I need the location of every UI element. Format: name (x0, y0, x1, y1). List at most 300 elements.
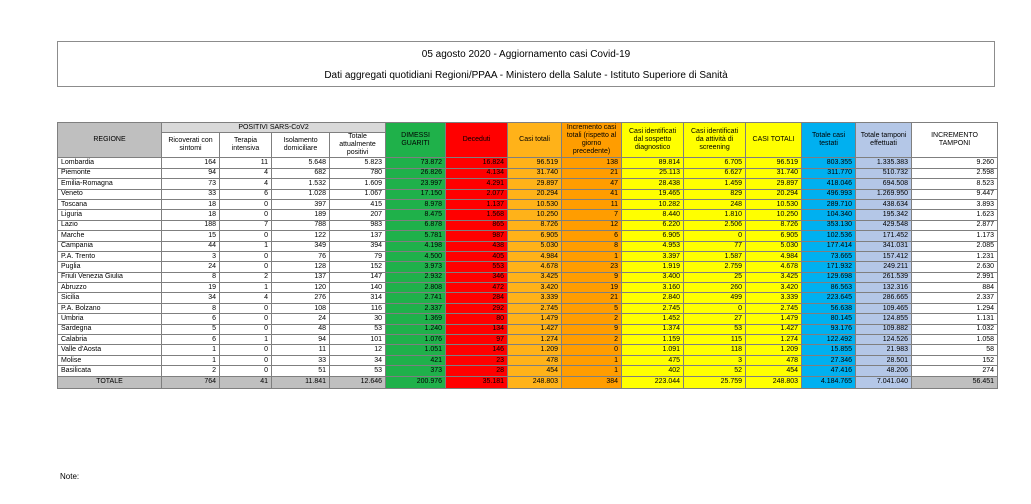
value-cell: 1 (562, 355, 622, 365)
header-isolamento: Isolamento domiciliare (272, 133, 330, 158)
value-cell: 12 (562, 220, 622, 230)
value-cell: 1.274 (508, 335, 562, 345)
value-cell: 31.740 (508, 168, 562, 178)
value-cell: 27.346 (802, 355, 856, 365)
page-title: 05 agosto 2020 - Aggiornamento casi Covid-19 (421, 49, 631, 60)
value-cell: 7.041.040 (856, 376, 912, 388)
value-cell: 1.173 (912, 231, 998, 241)
value-cell: 478 (746, 355, 802, 365)
value-cell: 152 (330, 262, 386, 272)
value-cell: 73.665 (802, 251, 856, 261)
value-cell: 284 (446, 293, 508, 303)
value-cell: 3.420 (746, 283, 802, 293)
value-cell: 475 (622, 355, 684, 365)
value-cell: 496.993 (802, 189, 856, 199)
page-subtitle: Dati aggregati quotidiani Regioni/PPAA - Ministero della Salute - Istituto Superiore di Sanità (324, 70, 728, 81)
value-cell: 11 (272, 345, 330, 355)
value-cell: 8.726 (508, 220, 562, 230)
region-cell: P.A. Trento (58, 251, 162, 261)
header-regione: REGIONE (58, 123, 162, 158)
value-cell: 73 (162, 179, 220, 189)
value-cell: 682 (272, 168, 330, 178)
region-cell: P.A. Bolzano (58, 303, 162, 313)
value-cell: 8.726 (746, 220, 802, 230)
value-cell: 140 (330, 283, 386, 293)
value-cell: 788 (272, 220, 330, 230)
value-cell: 373 (386, 366, 446, 376)
value-cell: 780 (330, 168, 386, 178)
value-cell: 129.698 (802, 272, 856, 282)
region-cell: TOTALE (58, 376, 162, 388)
value-cell: 11.841 (272, 376, 330, 388)
table-row (58, 355, 998, 365)
value-cell: 41 (562, 189, 622, 199)
value-cell: 12 (330, 345, 386, 355)
value-cell: 1.076 (386, 335, 446, 345)
value-cell: 5.648 (272, 158, 330, 168)
value-cell: 0 (220, 303, 272, 313)
header-ricoverati: Ricoverati con sintomi (162, 133, 220, 158)
value-cell: 147 (330, 272, 386, 282)
value-cell: 146 (446, 345, 508, 355)
header-casi-screening: Casi identificati da attività di screening (684, 123, 746, 158)
value-cell: 207 (330, 210, 386, 220)
value-cell: 472 (446, 283, 508, 293)
value-cell: 53 (330, 366, 386, 376)
value-cell: 0 (220, 251, 272, 261)
value-cell: 1.032 (912, 324, 998, 334)
value-cell: 341.031 (856, 241, 912, 251)
value-cell: 2.808 (386, 283, 446, 293)
value-cell: 109.465 (856, 303, 912, 313)
value-cell: 1.091 (622, 345, 684, 355)
value-cell: 118 (684, 345, 746, 355)
value-cell: 6 (162, 335, 220, 345)
value-cell: 29.897 (746, 179, 802, 189)
value-cell: 2.877 (912, 220, 998, 230)
value-cell: 865 (446, 220, 508, 230)
value-cell: 30 (330, 314, 386, 324)
value-cell: 96.519 (746, 158, 802, 168)
value-cell: 9.260 (912, 158, 998, 168)
value-cell: 21.983 (856, 345, 912, 355)
value-cell: 3.420 (508, 283, 562, 293)
value-cell: 122 (272, 231, 330, 241)
value-cell: 177.414 (802, 241, 856, 251)
value-cell: 171.932 (802, 262, 856, 272)
value-cell: 803.355 (802, 158, 856, 168)
value-cell: 1.159 (622, 335, 684, 345)
value-cell: 24 (162, 262, 220, 272)
value-cell: 6 (220, 189, 272, 199)
value-cell: 1.294 (912, 303, 998, 313)
value-cell: 2 (562, 335, 622, 345)
value-cell: 2.759 (684, 262, 746, 272)
value-cell: 35.181 (446, 376, 508, 388)
value-cell: 188 (162, 220, 220, 230)
value-cell: 1 (220, 335, 272, 345)
value-cell: 6.705 (684, 158, 746, 168)
value-cell: 1.452 (622, 314, 684, 324)
value-cell: 5.781 (386, 231, 446, 241)
region-cell: Puglia (58, 262, 162, 272)
value-cell: 6.627 (684, 168, 746, 178)
value-cell: 5.823 (330, 158, 386, 168)
value-cell: 421 (386, 355, 446, 365)
value-cell: 17.150 (386, 189, 446, 199)
value-cell: 289.710 (802, 199, 856, 209)
value-cell: 3.425 (508, 272, 562, 282)
header-casi-totali-caps: CASI TOTALI (746, 123, 802, 158)
table-row (58, 272, 998, 282)
value-cell: 4.198 (386, 241, 446, 251)
value-cell: 510.732 (856, 168, 912, 178)
value-cell: 10.250 (746, 210, 802, 220)
value-cell: 20.294 (508, 189, 562, 199)
value-cell: 1 (562, 251, 622, 261)
value-cell: 200.976 (386, 376, 446, 388)
value-cell: 47.416 (802, 366, 856, 376)
header-incremento: Incremento casi totali (rispetto al giorno precedente) (562, 123, 622, 158)
header-tamponi: Totale tamponi effettuati (856, 123, 912, 158)
header-dimessi: DIMESSI GUARITI (386, 123, 446, 158)
value-cell: 405 (446, 251, 508, 261)
value-cell: 80 (446, 314, 508, 324)
value-cell: 89.814 (622, 158, 684, 168)
value-cell: 128 (272, 262, 330, 272)
header-casi-testati: Totale casi testati (802, 123, 856, 158)
value-cell: 3.339 (508, 293, 562, 303)
value-cell: 86.563 (802, 283, 856, 293)
region-cell: Abruzzo (58, 283, 162, 293)
value-cell: 1.479 (746, 314, 802, 324)
value-cell: 884 (912, 283, 998, 293)
region-cell: Molise (58, 355, 162, 365)
value-cell: 1.028 (272, 189, 330, 199)
region-cell: Umbria (58, 314, 162, 324)
table-row (58, 210, 998, 220)
value-cell: 8 (162, 303, 220, 313)
value-cell: 6 (162, 314, 220, 324)
value-cell: 1.459 (684, 179, 746, 189)
value-cell: 0 (684, 231, 746, 241)
region-cell: Friuli Venezia Giulia (58, 272, 162, 282)
value-cell: 249.211 (856, 262, 912, 272)
value-cell: 6.905 (746, 231, 802, 241)
value-cell: 52 (684, 366, 746, 376)
value-cell: 7 (562, 210, 622, 220)
value-cell: 429.548 (856, 220, 912, 230)
value-cell: 16.824 (446, 158, 508, 168)
value-cell: 116 (330, 303, 386, 313)
value-cell: 248.803 (508, 376, 562, 388)
value-cell: 2.630 (912, 262, 998, 272)
header-incremento-tamponi: INCREMENTO TAMPONI (912, 123, 998, 158)
region-cell: Basilicata (58, 366, 162, 376)
region-cell: Emilia-Romagna (58, 179, 162, 189)
value-cell: 4.984 (746, 251, 802, 261)
value-cell: 1.532 (272, 179, 330, 189)
value-cell: 8.440 (622, 210, 684, 220)
value-cell: 3.425 (746, 272, 802, 282)
value-cell: 10.250 (508, 210, 562, 220)
value-cell: 418.046 (802, 179, 856, 189)
value-cell: 53 (330, 324, 386, 334)
region-cell: Sardegna (58, 324, 162, 334)
value-cell: 764 (162, 376, 220, 388)
value-cell: 157.412 (856, 251, 912, 261)
value-cell: 1.609 (330, 179, 386, 189)
value-cell: 41 (220, 376, 272, 388)
value-cell: 34 (330, 355, 386, 365)
value-cell: 27 (684, 314, 746, 324)
value-cell: 248.803 (746, 376, 802, 388)
table-row (58, 179, 998, 189)
table-row (58, 324, 998, 334)
value-cell: 397 (272, 199, 330, 209)
value-cell: 58 (912, 345, 998, 355)
value-cell: 97 (446, 335, 508, 345)
value-cell: 6.905 (508, 231, 562, 241)
value-cell: 4 (220, 293, 272, 303)
value-cell: 3 (162, 251, 220, 261)
value-cell: 101 (330, 335, 386, 345)
value-cell: 5 (162, 324, 220, 334)
value-cell: 28.501 (856, 355, 912, 365)
value-cell: 311.770 (802, 168, 856, 178)
table-row (58, 189, 998, 199)
value-cell: 6 (562, 231, 622, 241)
value-cell: 349 (272, 241, 330, 251)
value-cell: 33 (162, 189, 220, 199)
table-row (58, 345, 998, 355)
value-cell: 5.030 (508, 241, 562, 251)
value-cell: 76 (272, 251, 330, 261)
value-cell: 109.882 (856, 324, 912, 334)
value-cell: 15.855 (802, 345, 856, 355)
region-cell: Valle d'Aosta (58, 345, 162, 355)
value-cell: 24 (272, 314, 330, 324)
value-cell: 1 (220, 241, 272, 251)
value-cell: 2.085 (912, 241, 998, 251)
value-cell: 79 (330, 251, 386, 261)
value-cell: 8.523 (912, 179, 998, 189)
value-cell: 1.810 (684, 210, 746, 220)
value-cell: 93.176 (802, 324, 856, 334)
region-cell: Lombardia (58, 158, 162, 168)
value-cell: 10.530 (508, 199, 562, 209)
value-cell: 2.506 (684, 220, 746, 230)
value-cell: 124.526 (856, 335, 912, 345)
value-cell: 438.634 (856, 199, 912, 209)
value-cell: 21 (562, 168, 622, 178)
note-label: Note: (60, 472, 80, 481)
value-cell: 3.339 (746, 293, 802, 303)
value-cell: 6.878 (386, 220, 446, 230)
value-cell: 1.067 (330, 189, 386, 199)
table-row (58, 251, 998, 261)
value-cell: 829 (684, 189, 746, 199)
header-deceduti: Deceduti (446, 123, 508, 158)
value-cell: 454 (746, 366, 802, 376)
value-cell: 34 (162, 293, 220, 303)
value-cell: 189 (272, 210, 330, 220)
value-cell: 115 (684, 335, 746, 345)
value-cell: 384 (562, 376, 622, 388)
value-cell: 2 (562, 314, 622, 324)
value-cell: 1 (562, 366, 622, 376)
value-cell: 2.932 (386, 272, 446, 282)
region-cell: Lazio (58, 220, 162, 230)
value-cell: 402 (622, 366, 684, 376)
header-casi-sospetto: Casi identificati dal sospetto diagnostico (622, 123, 684, 158)
value-cell: 134 (446, 324, 508, 334)
value-cell: 260 (684, 283, 746, 293)
value-cell: 25 (684, 272, 746, 282)
value-cell: 102.536 (802, 231, 856, 241)
value-cell: 6.220 (622, 220, 684, 230)
value-cell: 1.374 (622, 324, 684, 334)
value-cell: 346 (446, 272, 508, 282)
value-cell: 8 (162, 272, 220, 282)
value-cell: 1 (220, 283, 272, 293)
value-cell: 4.984 (508, 251, 562, 261)
region-cell: Campania (58, 241, 162, 251)
value-cell: 1.051 (386, 345, 446, 355)
value-cell: 2 (162, 366, 220, 376)
value-cell: 0 (684, 303, 746, 313)
value-cell: 223.044 (622, 376, 684, 388)
header-casi-totali: Casi totali (508, 123, 562, 158)
table-row (58, 231, 998, 241)
value-cell: 223.645 (802, 293, 856, 303)
value-cell: 28.438 (622, 179, 684, 189)
value-cell: 2 (220, 272, 272, 282)
value-cell: 4.500 (386, 251, 446, 261)
value-cell: 4.678 (508, 262, 562, 272)
value-cell: 0 (220, 262, 272, 272)
value-cell: 3.893 (912, 199, 998, 209)
value-cell: 261.539 (856, 272, 912, 282)
value-cell: 1.427 (746, 324, 802, 334)
value-cell: 1 (162, 355, 220, 365)
value-cell: 21 (562, 293, 622, 303)
value-cell: 25.113 (622, 168, 684, 178)
value-cell: 23 (562, 262, 622, 272)
value-cell: 4.291 (446, 179, 508, 189)
table-row (58, 158, 998, 168)
value-cell: 132.316 (856, 283, 912, 293)
value-cell: 29.897 (508, 179, 562, 189)
value-cell: 1.587 (684, 251, 746, 261)
value-cell: 499 (684, 293, 746, 303)
value-cell: 2.741 (386, 293, 446, 303)
region-cell: Piemonte (58, 168, 162, 178)
value-cell: 438 (446, 241, 508, 251)
value-cell: 19 (562, 283, 622, 293)
region-cell: Veneto (58, 189, 162, 199)
value-cell: 2.840 (622, 293, 684, 303)
region-cell: Marche (58, 231, 162, 241)
value-cell: 0 (220, 231, 272, 241)
value-cell: 94 (272, 335, 330, 345)
value-cell: 195.342 (856, 210, 912, 220)
table-row (58, 168, 998, 178)
value-cell: 138 (562, 158, 622, 168)
value-cell: 10.282 (622, 199, 684, 209)
value-cell: 8.475 (386, 210, 446, 220)
value-cell: 4.953 (622, 241, 684, 251)
value-cell: 33 (272, 355, 330, 365)
region-cell: Liguria (58, 210, 162, 220)
value-cell: 2.991 (912, 272, 998, 282)
value-cell: 248 (684, 199, 746, 209)
value-cell: 20.294 (746, 189, 802, 199)
value-cell: 152 (912, 355, 998, 365)
value-cell: 3.400 (622, 272, 684, 282)
value-cell: 19.465 (622, 189, 684, 199)
header-terapia: Terapia intensiva (220, 133, 272, 158)
value-cell: 1.274 (746, 335, 802, 345)
value-cell: 28 (446, 366, 508, 376)
value-cell: 2.077 (446, 189, 508, 199)
value-cell: 3.160 (622, 283, 684, 293)
region-cell: Sicilia (58, 293, 162, 303)
value-cell: 1.369 (386, 314, 446, 324)
table-row (58, 199, 998, 209)
value-cell: 2.745 (746, 303, 802, 313)
value-cell: 47 (562, 179, 622, 189)
header-totale-positivi: Totale attualmente positivi (330, 133, 386, 158)
region-cell: Calabria (58, 335, 162, 345)
value-cell: 274 (912, 366, 998, 376)
value-cell: 3.973 (386, 262, 446, 272)
value-cell: 1.335.383 (856, 158, 912, 168)
value-cell: 0 (220, 355, 272, 365)
value-cell: 1.479 (508, 314, 562, 324)
value-cell: 394 (330, 241, 386, 251)
table-row (58, 314, 998, 324)
value-cell: 987 (446, 231, 508, 241)
value-cell: 56.451 (912, 376, 998, 388)
value-cell: 51 (272, 366, 330, 376)
value-cell: 10.530 (746, 199, 802, 209)
value-cell: 1.568 (446, 210, 508, 220)
value-cell: 25.759 (684, 376, 746, 388)
total-row (58, 376, 998, 388)
value-cell: 48.206 (856, 366, 912, 376)
value-cell: 15 (162, 231, 220, 241)
value-cell: 80.145 (802, 314, 856, 324)
value-cell: 3.397 (622, 251, 684, 261)
value-cell: 0 (220, 210, 272, 220)
value-cell: 1.209 (508, 345, 562, 355)
table-row (58, 335, 998, 345)
value-cell: 171.452 (856, 231, 912, 241)
value-cell: 1.240 (386, 324, 446, 334)
value-cell: 77 (684, 241, 746, 251)
value-cell: 31.740 (746, 168, 802, 178)
value-cell: 56.638 (802, 303, 856, 313)
value-cell: 120 (272, 283, 330, 293)
value-cell: 1.269.950 (856, 189, 912, 199)
value-cell: 137 (272, 272, 330, 282)
value-cell: 4 (220, 179, 272, 189)
value-cell: 9.447 (912, 189, 998, 199)
table-row (58, 293, 998, 303)
table-row (58, 283, 998, 293)
value-cell: 9 (562, 272, 622, 282)
